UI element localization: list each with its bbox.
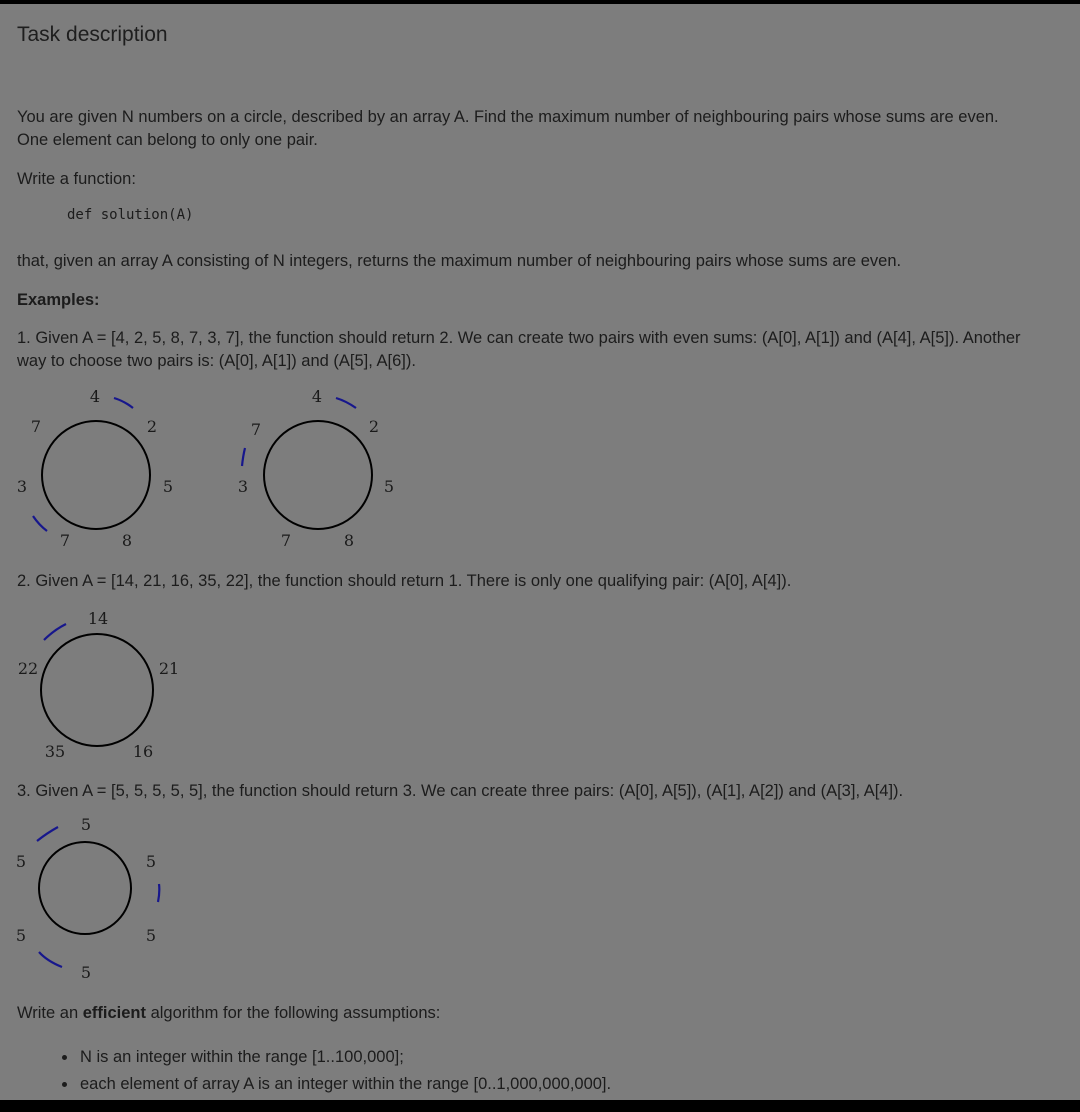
description-text: that, given an array A consisting of N integers, returns the maximum number of neighbouring pairs whose sums are even. [17, 252, 902, 270]
circle [41, 634, 153, 746]
number-label: 35 [44, 742, 66, 761]
number-label: 5 [145, 926, 157, 945]
intro-line-1: You are given N numbers on a circle, described by an array A. Find the maximum number of neighbouring pairs whose sums are even. [17, 108, 999, 126]
example-1-line-2: way to choose two pairs is: (A[0], A[1]) and (A[5], A[6]). [17, 352, 416, 370]
circle-diagram-example-1a [0, 384, 200, 554]
circle-diagram-example-3 [0, 810, 180, 982]
number-label: 5 [15, 926, 27, 945]
pair-marker [39, 952, 62, 967]
number-label: 7 [250, 420, 262, 439]
example-3-text: 3. Given A = [5, 5, 5, 5, 5], the function should return 3. We can create three pairs: (A[0], A[5]), (A[1], A[2]) and (A[3], A[4]). [17, 782, 904, 800]
pair-marker [336, 398, 356, 408]
intro-line-2: One element can belong to only one pair. [17, 131, 318, 149]
list-item: • each element of array A is an integer within the range [0..1,000,000,000]. [78, 1071, 611, 1098]
pair-marker [33, 516, 47, 531]
number-label: 5 [162, 477, 174, 496]
pair-marker [44, 624, 66, 640]
assumptions-bold: efficient [82, 1004, 146, 1022]
number-label: 5 [145, 852, 157, 871]
number-label: 8 [121, 531, 133, 550]
assumptions-suffix: algorithm for the following assumptions: [145, 1004, 441, 1022]
pair-marker [158, 884, 159, 902]
number-label: 22 [17, 659, 39, 678]
assumptions-prefix: Write an [17, 1004, 83, 1022]
number-label: 5 [80, 963, 92, 982]
number-label: 4 [311, 387, 323, 406]
page-title: Task description [17, 23, 168, 46]
number-label: 5 [383, 477, 395, 496]
example-1-line-1: 1. Given A = [4, 2, 5, 8, 7, 3, 7], the function should return 2. We can create two pairs with even sums: (A[0], A[1]) and (A[4], A[5]). Another [17, 329, 1021, 347]
write-function-text: Write a function: [17, 170, 136, 188]
number-label: 5 [80, 815, 92, 834]
number-label: 2 [146, 417, 158, 436]
number-label: 3 [237, 477, 249, 496]
number-label: 8 [343, 531, 355, 550]
assumptions-intro [17, 1002, 440, 1025]
number-label: 3 [16, 477, 28, 496]
example-2-text: 2. Given A = [14, 21, 16, 35, 22], the function should return 1. There is only one qualifying pair: (A[0], A[4]). [17, 572, 792, 590]
number-label: 16 [132, 742, 154, 761]
circle [42, 421, 150, 529]
assumptions-list [60, 1044, 611, 1098]
number-label: 7 [59, 531, 71, 550]
list-item: • N is an integer within the range [1..100,000]; [78, 1044, 611, 1071]
number-label: 2 [368, 417, 380, 436]
examples-label: Examples: [17, 291, 100, 309]
pair-marker [114, 398, 133, 408]
number-label: 21 [158, 659, 180, 678]
number-label: 4 [89, 387, 101, 406]
number-label: 7 [280, 531, 292, 550]
pair-marker [242, 448, 245, 466]
circle-diagram-example-1b [220, 384, 420, 554]
task-description-panel [0, 4, 1080, 1100]
circle-diagram-example-2 [0, 602, 200, 767]
pair-marker [37, 827, 58, 841]
circle [39, 842, 131, 934]
number-label: 7 [30, 417, 42, 436]
function-signature: def solution(A) [67, 207, 194, 223]
circle [264, 421, 372, 529]
number-label: 5 [15, 852, 27, 871]
number-label: 14 [87, 609, 109, 628]
